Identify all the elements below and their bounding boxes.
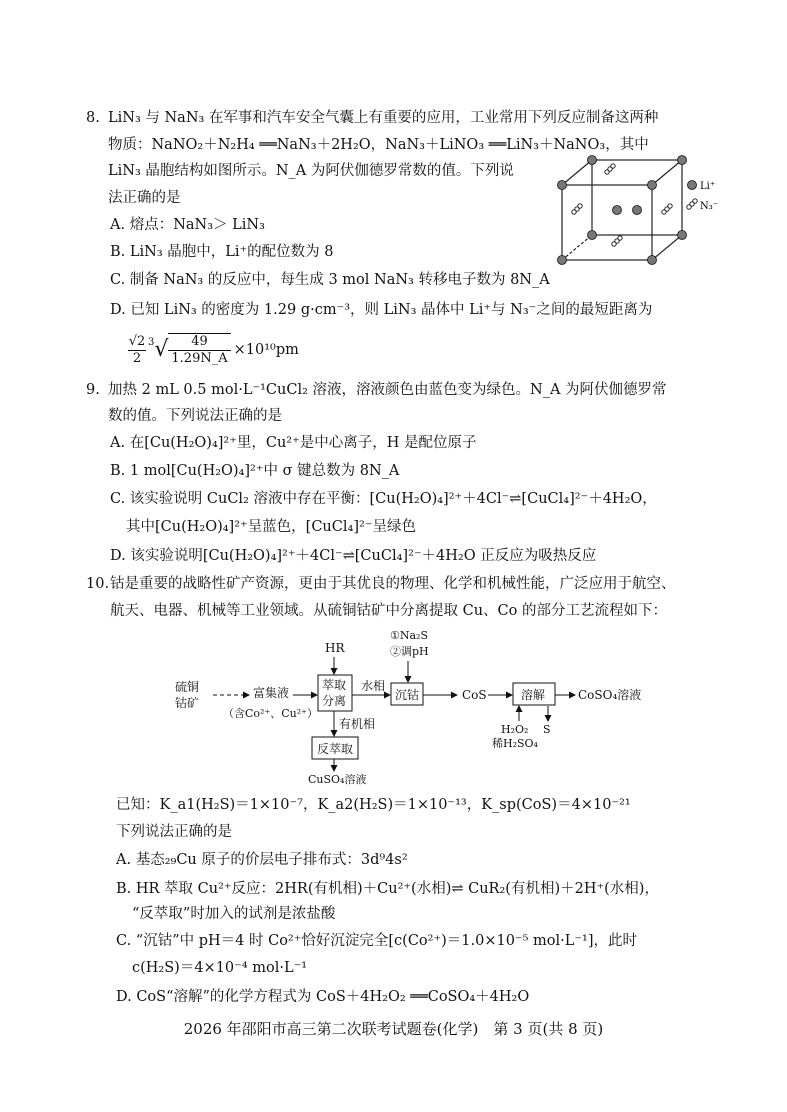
q8-option-b: B. LiN₃ 晶胞中，Li⁺的配位数为 8 — [110, 244, 334, 260]
q8-stem-line1: LiN₃ 与 NaN₃ 在军事和汽车安全气囊上有重要的应用，工业常用下列反应制备这两种 — [108, 110, 659, 126]
q10-known-constants: 已知：K_a1(H₂S)＝1×10⁻⁷，K_a2(H₂S)＝1×10⁻¹³，K_sp(CoS)＝4×10⁻²¹ — [116, 797, 631, 813]
flow-extract-line1: 萃取 — [322, 678, 347, 692]
flow-organic-phase: 有机相 — [339, 717, 376, 731]
q8-option-c: C. 制备 NaN₃ 的反应中，每生成 3 mol NaN₃ 转移电子数为 8N_A — [110, 272, 550, 288]
q10-stem-line1: 钴是重要的战略性矿产资源，更由于其优良的物理、化学和机械性能，广泛应用于航空、 — [110, 576, 676, 592]
flow-hr: HR — [325, 641, 345, 655]
question-number-9: 9. — [86, 382, 100, 398]
flow-back-extraction: 反萃取 — [317, 742, 354, 756]
q8-option-a: A. 熔点：NaN₃＞ LiN₃ — [110, 217, 265, 233]
q10-option-c-line1: C. “沉钴”中 pH＝4 时 Co²⁺恰好沉淀完全[c(Co²⁺)＝1.0×10⁻⁵ mol·L⁻¹]，此时 — [116, 933, 637, 949]
flow-extract-line2: 分离 — [322, 694, 347, 708]
q9-option-a: A. 在[Cu(H₂O)₄]²⁺里，Cu²⁺是中心离子，H 是配位原子 — [110, 435, 477, 451]
flow-dissolve: 溶解 — [521, 688, 546, 702]
formula-tail: ×10¹⁰pm — [233, 342, 299, 358]
formula-denominator: 1.29N_A — [171, 351, 228, 366]
flow-precipitation: 沉钴 — [395, 688, 420, 702]
q8-stem-line2: 物质：NaNO₂＋N₂H₄ ══NaN₃＋2H₂O，NaN₃＋LiNO₃ ══LiN₃＋NaNO₃，其中 — [108, 137, 649, 153]
formula-numerator: 49 — [168, 334, 230, 351]
flow-rich-contains: （含Co²⁺、Cu²⁺） — [223, 707, 318, 720]
q10-stem-line2: 航天、电器、机械等工业领域。从硫铜钴矿中分离提取 Cu、Co 的部分工艺流程如下： — [110, 603, 667, 619]
flow-product: CoSO₄溶液 — [578, 688, 642, 702]
lin3-unit-cell-figure — [552, 150, 722, 265]
flow-dilute-acid: 稀H₂SO₄ — [492, 737, 538, 750]
q10-option-c-line2: c(H₂S)＝4×10⁻⁴ mol·L⁻¹ — [132, 960, 308, 976]
q8-stem-line3: LiN₃ 晶胞结构如图所示。N_A 为阿伏伽德罗常数的值。下列说 — [108, 163, 514, 179]
legend-li: Li⁺ — [700, 181, 716, 192]
q10-question-prompt: 下列说法正确的是 — [116, 824, 232, 840]
formula-coefficient: √2 — [128, 333, 146, 349]
question-number-10: 10. — [86, 576, 110, 592]
q9-stem-line2: 数的值。下列说法正确的是 — [108, 408, 282, 424]
q10-option-d: D. CoS“溶解”的化学方程式为 CoS＋4H₂O₂ ══CoSO₄＋4H₂O — [116, 989, 530, 1005]
q8-option-d: D. 已知 LiN₃ 的密度为 1.29 g·cm⁻³，则 LiN₃ 晶体中 Li⁺与 N₃⁻之间的最短距离为 — [110, 302, 653, 318]
flow-ore-line1: 硫铜 — [175, 680, 200, 694]
q9-stem-line1: 加热 2 mL 0.5 mol·L⁻¹CuCl₂ 溶液，溶液颜色由蓝色变为绿色。N_A 为阿伏伽德罗常 — [108, 382, 667, 398]
legend-n3: N₃⁻ — [700, 201, 719, 212]
q10-option-a: A. 基态₂₉Cu 原子的价层电子排布式：3d⁹4s² — [116, 852, 408, 868]
flow-h2o2: H₂O₂ — [501, 723, 529, 736]
q9-option-d: D. 该实验说明[Cu(H₂O)₄]²⁺＋4Cl⁻⇌[CuCl₄]²⁻＋4H₂O 正反应为吸热反应 — [110, 548, 597, 564]
flow-reagent-1: ①Na₂S — [390, 629, 428, 642]
flow-cos: CoS — [462, 688, 487, 702]
flow-sulfur: S — [543, 723, 551, 736]
flow-water-phase: 水相 — [361, 679, 386, 693]
flow-rich-liquid: 富集液 — [253, 686, 290, 700]
flow-ore-line2: 钴矿 — [175, 696, 200, 710]
q8-stem-line4: 法正确的是 — [108, 190, 181, 206]
question-number-8: 8. — [86, 110, 100, 126]
page-footer: 2026 年邵阳市高三第二次联考试题卷(化学) 第 3 页(共 8 页) — [183, 1020, 604, 1038]
flow-cuso4: CuSO₄溶液 — [308, 773, 367, 786]
q10-option-b-line2: “反萃取”时加入的试剂是浓盐酸 — [132, 906, 336, 922]
flow-reagent-2: ②调pH — [390, 645, 429, 658]
q8-distance-formula: $\frac{√2}{2}$ $^3$√ $\frac{49}{1.29N\_A}$ ×10¹⁰pm — [128, 333, 299, 366]
q9-option-c-line1: C. 该实验说明 CuCl₂ 溶液中存在平衡：[Cu(H₂O)₄]²⁺＋4Cl⁻⇌[CuCl₄]²⁻＋4H₂O， — [110, 491, 657, 507]
q10-option-b-line1: B. HR 萃取 Cu²⁺反应：2HR(有机相)＋Cu²⁺(水相)⇌ CuR₂(有机相)＋2H⁺(水相)， — [116, 881, 659, 897]
q9-option-b: B. 1 mol[Cu(H₂O)₄]²⁺中 σ 键总数为 8N_A — [110, 463, 400, 479]
q9-option-c-line2: 其中[Cu(H₂O)₄]²⁺呈蓝色，[CuCl₄]²⁻呈绿色 — [126, 519, 416, 535]
process-flow-diagram — [165, 625, 695, 790]
